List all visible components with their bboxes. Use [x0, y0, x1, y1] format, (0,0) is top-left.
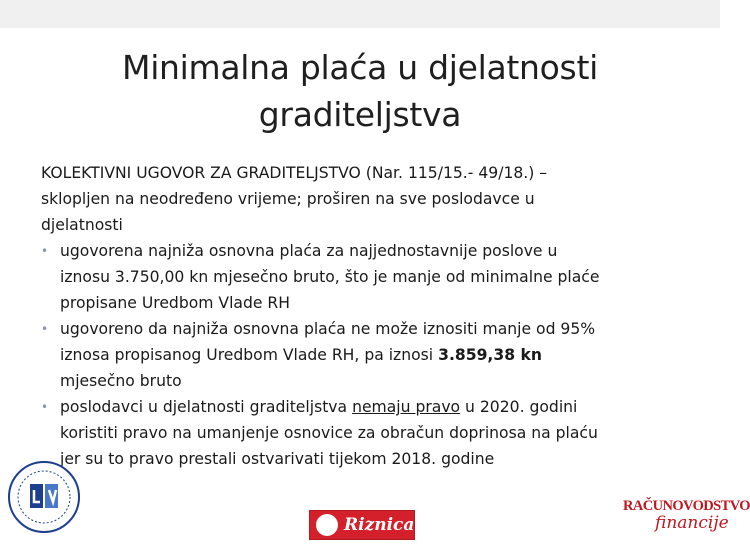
riznica-logo-text: Riznica — [344, 515, 415, 535]
bullet-3-emphasis: nemaju pravo — [352, 398, 461, 416]
slide-body — [41, 160, 681, 472]
bullet-2-line-3: mjesečno bruto — [60, 372, 182, 390]
racunovodstvo-logo — [623, 497, 750, 540]
bullet-3-line-3: jer su to pravo prestali ostvarivati tijekom 2018. godine — [60, 450, 495, 468]
bullet-3-line-1-post: u 2020. godini — [460, 398, 578, 416]
riznica-emblem-icon — [316, 514, 338, 536]
bullet-2-line-2-text: iznosa propisanog Uredbom Vlade RH, pa iznosi — [60, 346, 439, 364]
bullet-item-1 — [41, 238, 681, 316]
bullet-item-3 — [41, 394, 681, 472]
bullet-dot-icon: • — [41, 400, 49, 414]
financije-logo-text: financije — [655, 513, 729, 533]
top-band — [0, 0, 720, 28]
association-seal-logo — [4, 454, 84, 540]
riznica-logo — [309, 510, 415, 540]
bullet-2-line-1: ugovoreno da najniža osnovna plaća ne može iznositi manje od 95% — [60, 320, 596, 338]
bullet-item-2 — [41, 316, 681, 394]
bullet-3-line-1-pre: poslodavci u djelatnosti graditeljstva — [60, 398, 353, 416]
bullet-1-line-1: ugovorena najniža osnovna plaća za najjednostavnije poslove u — [60, 242, 558, 260]
bullet-2-amount: 3.859,38 kn — [438, 346, 542, 364]
bullet-1-line-3: propisane Uredbom Vlade RH — [60, 294, 290, 312]
bullet-dot-icon: • — [41, 244, 49, 258]
bullet-dot-icon: • — [41, 322, 49, 336]
lead-line-2: sklopljen na neodređeno vrijeme; proširen na sve poslodavce u — [41, 190, 535, 208]
seal-icon — [4, 454, 84, 540]
bullet-3-line-2: koristiti pravo na umanjenje osnovice za obračun doprinosa na plaću — [60, 424, 598, 442]
slide-title — [40, 44, 680, 138]
title-line-2: graditeljstva — [258, 95, 462, 134]
title-line-1: Minimalna plaća u djelatnosti — [122, 48, 598, 87]
lead-line-1: KOLEKTIVNI UGOVOR ZA GRADITELJSTVO (Nar. 115/15.- 49/18.) – — [41, 164, 548, 182]
lead-paragraph — [41, 160, 681, 238]
lead-line-3: djelatnosti — [41, 216, 123, 234]
racunovodstvo-logo-text: RAČUNOVODSTVO — [623, 498, 750, 514]
bullet-list — [41, 238, 681, 472]
bullet-1-line-2: iznosu 3.750,00 kn mjesečno bruto, što je manje od minimalne plaće — [60, 268, 600, 286]
